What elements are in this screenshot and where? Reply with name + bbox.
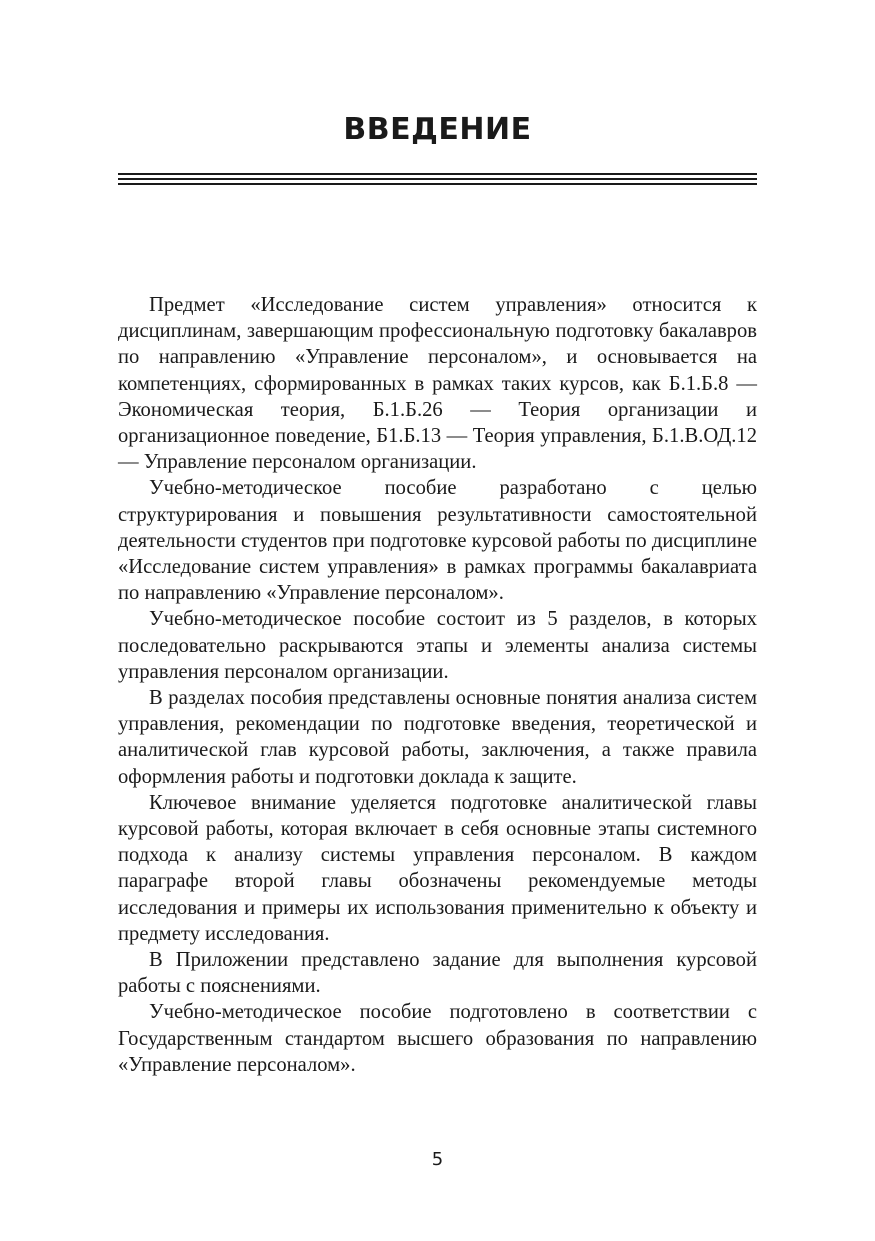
paragraph: Учебно-методическое пособие состоит из 5 разделов, в которых последовательно раскрываются этапы и элементы анализа системы управления персоналом организации.: [118, 608, 757, 683]
paragraph: В разделах пособия представлены основные понятия анализа систем управления, рекомендации по подготовке введения, теоретической и аналитической глав курсовой работы, заключения, а также правила оформления работы и подготовки доклада к защите.: [118, 687, 757, 788]
title-rule-bottom: [118, 183, 757, 185]
paragraph: Учебно-методическое пособие разработано с целью структурирования и повышения результативности самостоятельной деятельности студентов при подготовке курсовой работы по дисциплине «Исследование систем управления» в рамках программы бакалавриата по направлению «Управление персоналом».: [118, 477, 757, 605]
paragraph: Ключевое внимание уделяется подготовке аналитической главы курсовой работы, которая включает в себя основные этапы системного подхода к анализу системы управления персоналом. В каждом параграфе второй главы обозначены рекомендуемые методы исследования и примеры их использования применительно к объекту и предмету исследования.: [118, 791, 757, 945]
title-rule-middle: [118, 178, 757, 180]
page-number: 5: [431, 1149, 444, 1170]
body-text: [118, 292, 757, 1078]
page-title: ВВЕДЕНИЕ: [343, 112, 532, 147]
paragraph: Учебно-методическое пособие подготовлено в соответствии с Государственным стандартом высшего образования по направлению «Управление персоналом».: [118, 1001, 757, 1076]
title-rule-top: [118, 173, 757, 175]
paragraph: Предмет «Исследование систем управления» относится к дисциплинам, завершающим профессиональную подготовку бакалавров по направлению «Управление персоналом», и основывается на компетенциях, сформированных в рамках таких курсов, как Б.1.Б.8 — Экономическая теория, Б.1.Б.26 — Теория организации и организационное поведение, Б1.Б.13 — Теория управления, Б.1.В.ОД.12 — Управление персоналом организации.: [118, 294, 757, 474]
paragraph: В Приложении представлено задание для выполнения курсовой работы с пояснениями.: [118, 949, 757, 998]
